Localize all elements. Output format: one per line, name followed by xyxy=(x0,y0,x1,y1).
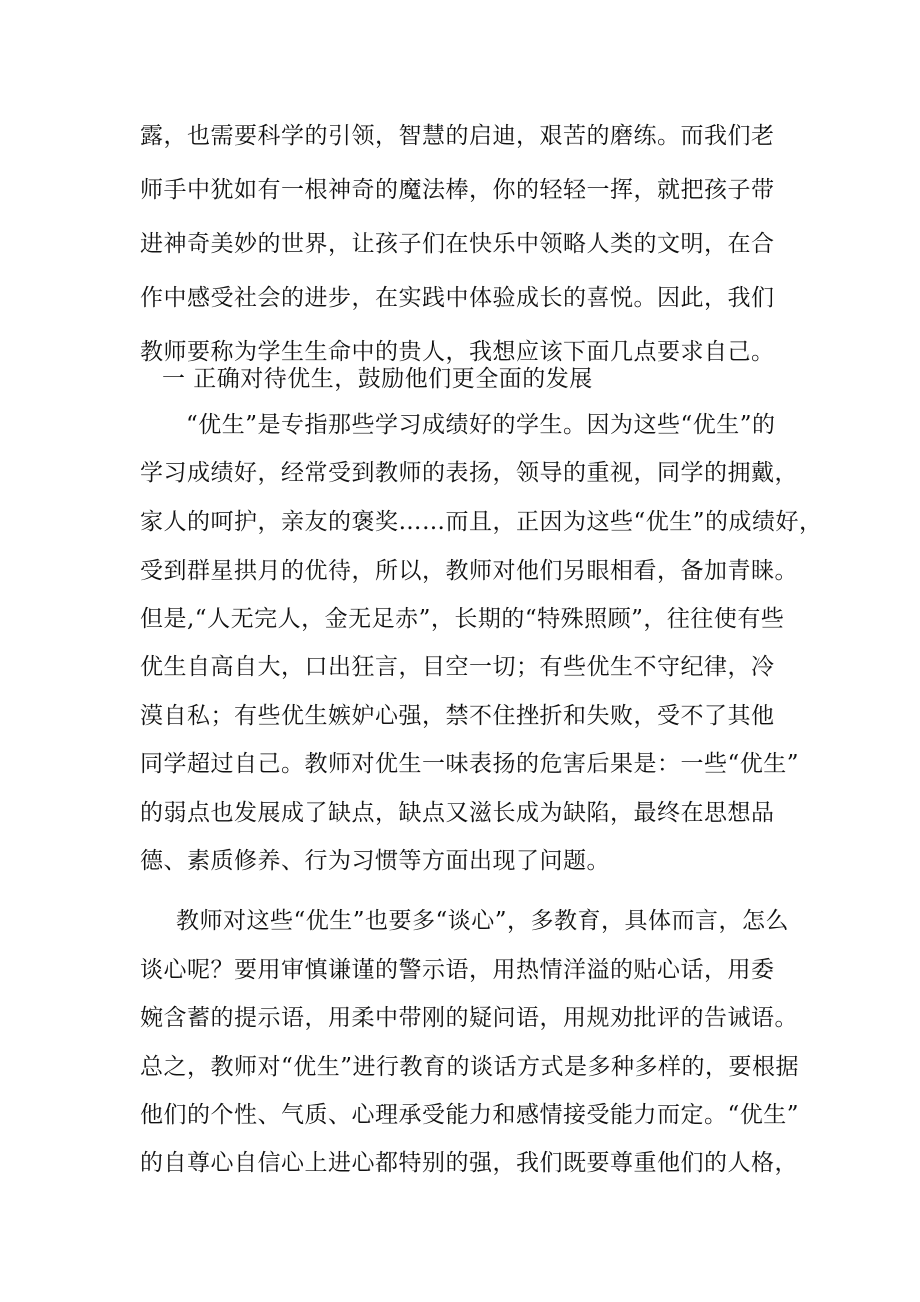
text-line: 总之，教师对“优生”进行教育的谈话方式是多种多样的，要根据 xyxy=(140,1054,800,1080)
text-line: 但是,“人无完人，金无足赤”，长期的“特殊照顾”，往往使有些 xyxy=(140,606,785,632)
text-line: 进神奇美妙的世界，让孩子们在快乐中领略人类的文明，在合 xyxy=(140,231,775,257)
text-line: 家人的呵护，亲友的褒奖……而且，正因为这些“优生”的成绩好， xyxy=(140,509,823,535)
section-heading: 一 正确对待优生，鼓励他们更全面的发展 xyxy=(162,366,593,392)
text-line: 作中感受社会的进步，在实践中体验成长的喜悦。因此，我们 xyxy=(140,285,775,311)
text-line: 教师要称为学生生命中的贵人，我想应该下面几点要求自己。 xyxy=(140,339,775,365)
text-line: 露，也需要科学的引领，智慧的启迪，艰苦的磨练。而我们老 xyxy=(140,123,775,149)
text-line: 同学超过自己。教师对优生一味表扬的危害后果是：一些“优生” xyxy=(140,751,800,777)
text-line: 漠自私；有些优生嫉妒心强，禁不住挫折和失败，受不了其他 xyxy=(140,703,775,729)
text-line: 学习成绩好，经常受到教师的表扬，领导的重视，同学的拥戴， xyxy=(140,460,798,486)
text-line: 的自尊心自信心上进心都特别的强，我们既要尊重他们的人格， xyxy=(140,1150,798,1176)
text-line: 德、素质修养、行为习惯等方面出现了问题。 xyxy=(140,848,610,874)
text-line: 优生自高自大，口出狂言，目空一切；有些优生不守纪律，冷 xyxy=(140,654,775,680)
text-line: 师手中犹如有一根神奇的魔法棒，你的轻轻一挥，就把孩子带 xyxy=(140,177,775,203)
text-line: 的弱点也发展成了缺点，缺点又滋长成为缺陷，最终在思想品 xyxy=(140,800,775,826)
text-line: 受到群星拱月的优待，所以，教师对他们另眼相看，备加青睐。 xyxy=(140,558,798,584)
text-line: 婉含蓄的提示语，用柔中带刚的疑问语，用规劝批评的告诫语。 xyxy=(140,1005,798,1031)
text-line: “优生”是专指那些学习成绩好的学生。因为这些“优生”的 xyxy=(186,412,776,438)
text-line: 谈心呢？要用审慎谦谨的警示语，用热情洋溢的贴心话，用委 xyxy=(140,957,775,983)
text-line: 他们的个性、气质、心理承受能力和感情接受能力而定。“优生” xyxy=(140,1102,800,1128)
text-line: 教师对这些“优生”也要多“谈心”，多教育，具体而言，怎么 xyxy=(176,908,790,934)
